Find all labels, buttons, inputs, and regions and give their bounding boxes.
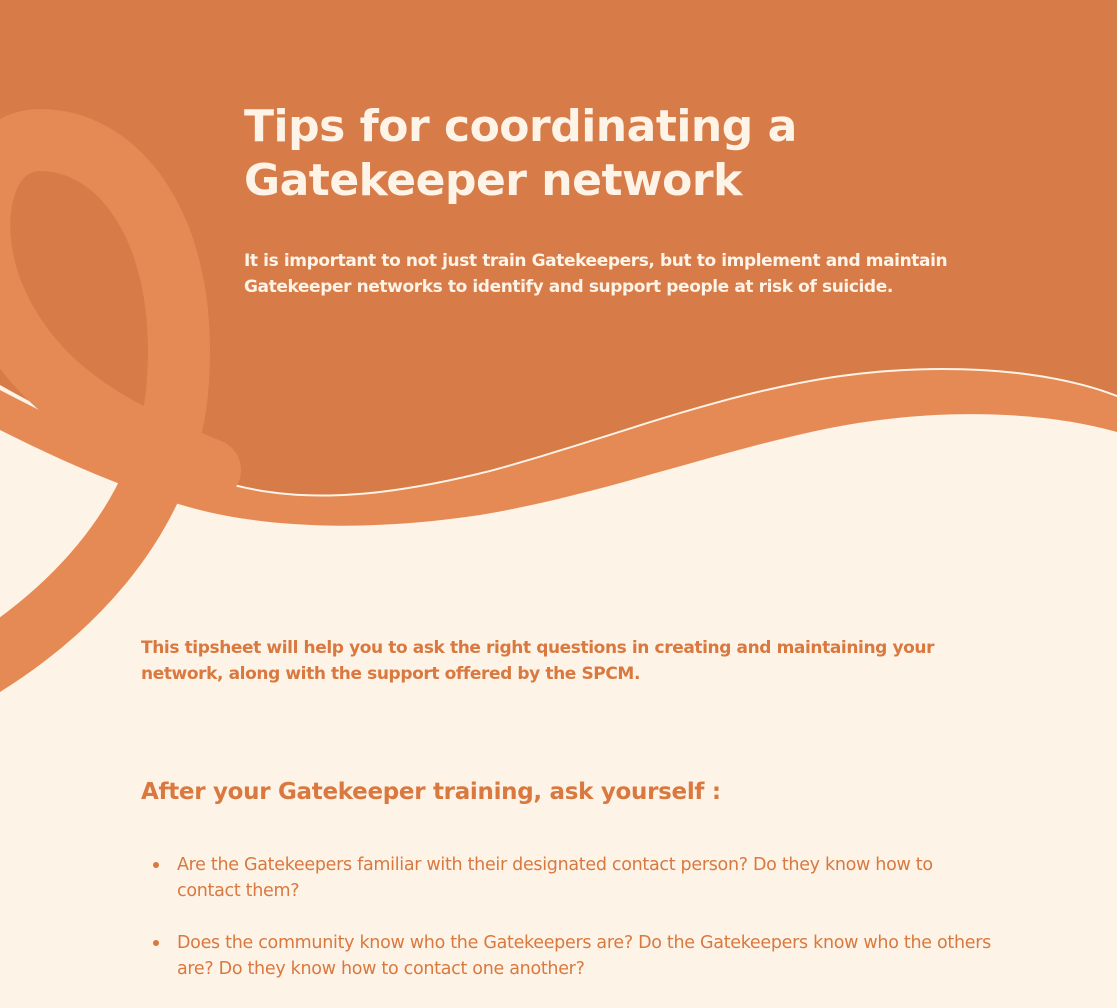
bullet-icon — [153, 940, 159, 946]
question-list — [141, 852, 1001, 1008]
list-item — [141, 852, 1001, 904]
page-title: Tips for coordinating a Gatekeeper network — [244, 101, 797, 206]
bullet-icon — [153, 862, 159, 868]
list-item — [141, 930, 1001, 982]
list-item-text: Does the community know who the Gatekeepers are? Do the Gatekeepers know who the others are? Do they know how to contact one another? — [177, 933, 991, 979]
intro-text: This tipsheet will help you to ask the right questions in creating and maintaining your network, along with the support offered by the SPCM. — [141, 638, 935, 684]
section-heading: After your Gatekeeper training, ask yourself : — [141, 779, 721, 805]
page-subtitle: It is important to not just train Gatekeepers, but to implement and maintain Gatekeeper networks to identify and support people at risk of suicide. — [244, 251, 948, 297]
list-item-text: Are the Gatekeepers familiar with their designated contact person? Do they know how to contact them? — [177, 855, 933, 901]
